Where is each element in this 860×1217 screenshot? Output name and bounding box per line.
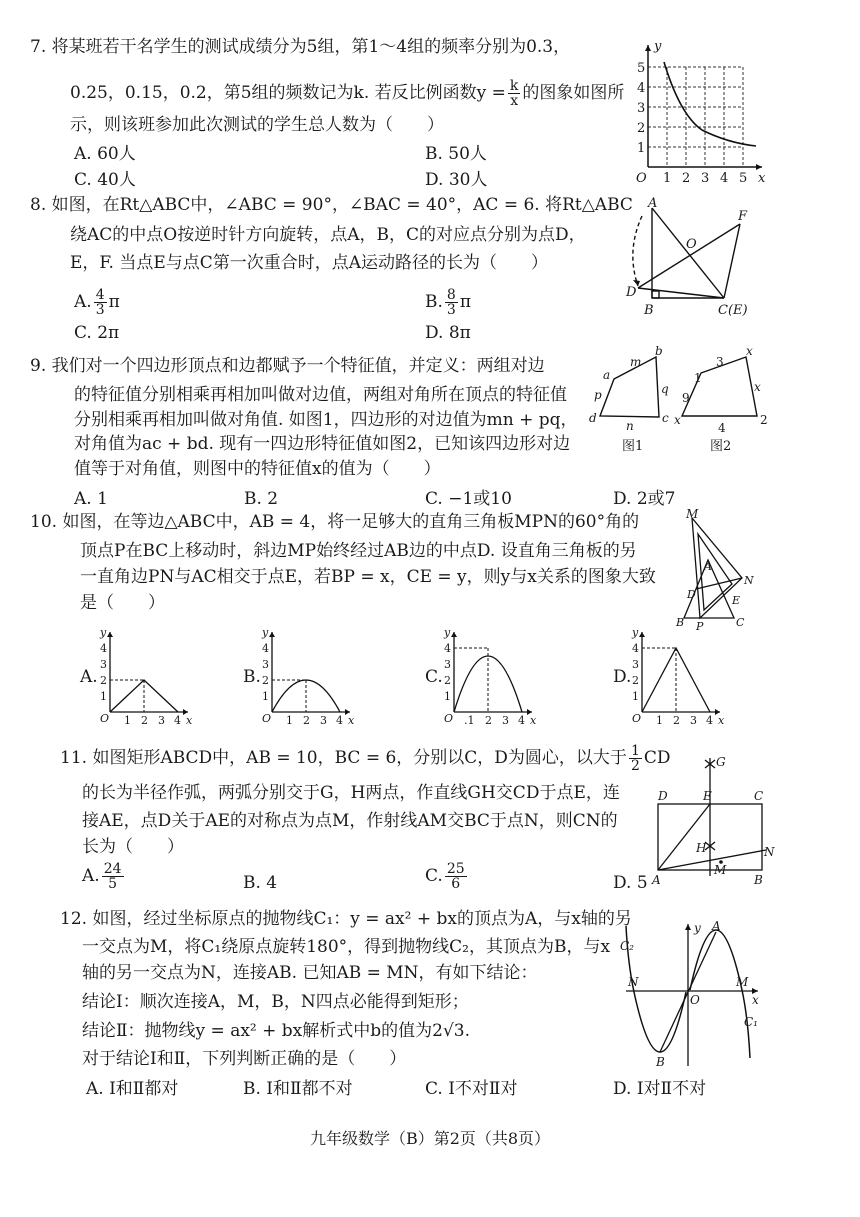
- svg-text:E: E: [732, 594, 741, 607]
- q11-line3: 接AE，点D关于AE的对称点为点M，作射线AM交BC于点N，则CN的: [82, 811, 618, 831]
- svg-text:A: A: [704, 560, 712, 573]
- q9-option-d[interactable]: D. 2或7: [613, 489, 676, 509]
- svg-text:3: 3: [100, 658, 107, 671]
- svg-text:1: 1: [286, 714, 293, 727]
- q8-option-d[interactable]: D. 8π: [425, 323, 471, 343]
- x-label: x: [758, 171, 766, 186]
- svg-text:D: D: [687, 588, 696, 601]
- svg-text:3: 3: [158, 714, 165, 727]
- q12-line3: 轴的另一交点为N，连接AB. 已知AB = MN，有如下结论：: [82, 963, 538, 983]
- q10-line1: 10. 如图，在等边△ABC中，AB = 4，将一足够大的直角三角板MPN的60°角的: [30, 512, 640, 532]
- q10-line3: 一直角边PN与AC相交于点E，若BP = x，CE = y，则y与x关系的图象大致: [80, 567, 656, 587]
- q10-graph-a[interactable]: [96, 624, 196, 727]
- svg-text:1: 1: [100, 690, 107, 703]
- svg-text:2: 2: [444, 674, 451, 687]
- q8-option-a[interactable]: A. $\frac{4}{3}$ π: [74, 287, 120, 318]
- svg-text:4: 4: [262, 642, 269, 655]
- svg-text:4: 4: [444, 642, 451, 655]
- q11-option-d[interactable]: D. 5: [613, 873, 648, 893]
- q11-option-b[interactable]: B. 4: [243, 873, 278, 893]
- svg-text:B: B: [754, 873, 763, 887]
- svg-text:y: y: [444, 626, 451, 639]
- svg-text:C: C: [754, 789, 764, 803]
- q8-line3: E，F. 当点E与点C第一次重合时，点A运动路径的长为（ ）: [70, 253, 549, 273]
- svg-text:2: 2: [262, 674, 269, 687]
- q12-option-d[interactable]: D. Ⅰ对Ⅱ不对: [613, 1079, 707, 1099]
- svg-text:y: y: [694, 921, 701, 935]
- q11-option-a[interactable]: A. $\frac{24}{5}$: [82, 861, 122, 892]
- q8-line2: 绕AC的中点O按逆时针方向旋转，点A，B，C的对应点分别为点D，: [70, 225, 586, 245]
- svg-text:c: c: [662, 411, 669, 425]
- svg-text:1: 1: [656, 714, 663, 727]
- svg-text:N: N: [764, 845, 775, 859]
- q7-fraction: $\frac{k}{x}$: [509, 78, 519, 109]
- q10-line4: 是（ ）: [80, 593, 165, 613]
- svg-text:2: 2: [303, 714, 310, 727]
- q8-option-b[interactable]: B. $\frac{8}{3}$ π: [425, 287, 472, 318]
- svg-text:.1: .1: [464, 714, 475, 727]
- q10-option-b[interactable]: B.: [243, 667, 261, 687]
- svg-text:x: x: [746, 344, 753, 358]
- svg-text:1: 1: [637, 141, 646, 156]
- q7-line1: 7. 将某班若干名学生的测试成绩分为5组，第1～4组的频率分别为0.3，: [30, 37, 571, 57]
- svg-text:2: 2: [760, 413, 768, 427]
- svg-text:M: M: [736, 975, 749, 989]
- svg-text:4: 4: [518, 714, 525, 727]
- svg-text:x: x: [348, 714, 355, 727]
- svg-text:2: 2: [100, 674, 107, 687]
- svg-text:A: A: [652, 873, 661, 887]
- svg-text:图2: 图2: [710, 439, 732, 454]
- svg-text:y: y: [262, 626, 269, 639]
- svg-text:G: G: [716, 755, 726, 769]
- q12-line4: 结论Ⅰ：顺次连接A，M，B，N四点必能得到矩形；: [82, 992, 469, 1012]
- svg-text:N: N: [744, 574, 754, 587]
- q9-quadrilateral-figures: [586, 344, 776, 459]
- svg-text:2: 2: [637, 121, 646, 136]
- svg-text:O: O: [444, 712, 454, 725]
- q10-line2: 顶点P在BC上移动时，斜边MP始终经过AB边的中点D. 设直角三角板的另: [80, 541, 637, 561]
- svg-text:2: 2: [673, 714, 680, 727]
- svg-text:D: D: [658, 789, 668, 803]
- q7-option-a[interactable]: A. 60人: [74, 144, 136, 164]
- parabola-c2: [626, 926, 686, 1052]
- svg-text:4: 4: [174, 714, 181, 727]
- q9-line1: 9. 我们对一个四边形顶点和边都赋予一个特征值，并定义：两组对边: [30, 356, 545, 376]
- svg-text:图1: 图1: [622, 439, 644, 454]
- q11-line1: 11. 如图矩形ABCD中，AB = 10，BC = 6，分别以C，D为圆心，以大于 $\frac{1}{2}$ CD: [60, 743, 671, 774]
- svg-text:x: x: [754, 380, 761, 394]
- svg-text:x: x: [186, 714, 193, 727]
- svg-text:1: 1: [124, 714, 131, 727]
- q8-line1: 8. 如图，在Rt△ABC中，∠ABC = 90°，∠BAC = 40°，AC = 6. 将Rt△ABC: [30, 195, 633, 215]
- svg-text:H: H: [696, 841, 707, 855]
- svg-text:1: 1: [444, 690, 451, 703]
- q7-inverse-graph: [620, 40, 770, 188]
- svg-text:B: B: [656, 1055, 665, 1069]
- q7-option-b[interactable]: B. 50人: [425, 144, 487, 164]
- svg-text:b: b: [655, 344, 663, 358]
- q11-option-c[interactable]: C. $\frac{25}{6}$: [425, 861, 465, 892]
- q9-option-b[interactable]: B. 2: [244, 489, 279, 509]
- svg-text:O: O: [690, 993, 700, 1007]
- svg-text:2: 2: [632, 674, 639, 687]
- svg-text:1: 1: [694, 371, 702, 385]
- svg-text:4: 4: [100, 642, 107, 655]
- q9-option-c[interactable]: C. −1或10: [425, 489, 512, 509]
- svg-text:3: 3: [320, 714, 327, 727]
- svg-text:A: A: [712, 919, 721, 933]
- q9-line3: 分别相乘再相加叫做对角值. 如图1，四边形的对边值为mn + pq，: [74, 410, 578, 430]
- svg-text:B: B: [676, 616, 685, 629]
- svg-text:P: P: [696, 620, 704, 633]
- q10-triangle-figure: [670, 506, 770, 636]
- svg-text:O: O: [262, 712, 272, 725]
- q12-line5: 结论Ⅱ：抛物线y = ax² + bx解析式中b的值为2√3.: [82, 1021, 471, 1041]
- q12-line6: 对于结论Ⅰ和Ⅱ，下列判断正确的是（ ）: [82, 1049, 407, 1069]
- svg-text:3: 3: [690, 714, 697, 727]
- q11-rectangle-figure: [648, 752, 778, 892]
- svg-text:2: 2: [485, 714, 492, 727]
- q10-option-a[interactable]: A.: [80, 667, 98, 687]
- svg-text:A: A: [648, 196, 658, 211]
- svg-text:3: 3: [262, 658, 269, 671]
- svg-text:O: O: [100, 712, 110, 725]
- svg-text:3: 3: [701, 171, 710, 186]
- svg-text:5: 5: [637, 61, 646, 76]
- q9-option-a[interactable]: A. 1: [74, 489, 108, 509]
- svg-text:3: 3: [632, 658, 639, 671]
- svg-text:d: d: [589, 411, 597, 425]
- q12-parabola-figure: [618, 918, 768, 1068]
- svg-text:x: x: [530, 714, 537, 727]
- q7-option-d[interactable]: D. 30人: [425, 170, 488, 190]
- y-label: y: [654, 39, 662, 54]
- page-footer: 九年级数学（B）第2页（共8页）: [309, 1129, 551, 1148]
- svg-text:x: x: [674, 413, 681, 427]
- svg-text:9: 9: [682, 391, 690, 405]
- q7-option-c[interactable]: C. 40人: [74, 170, 136, 190]
- svg-text:y: y: [100, 626, 107, 639]
- q9-line5: 值等于对角值，则图中的特征值x的值为（ ）: [74, 459, 441, 479]
- q11-line4: 长为（ ）: [82, 837, 184, 857]
- q10-graph-b[interactable]: [258, 624, 358, 727]
- q10-graph-c[interactable]: [440, 624, 540, 727]
- svg-text:4: 4: [632, 642, 639, 655]
- q12-line2: 一交点为M，将C₁绕原点旋转180°，得到抛物线C₂，其顶点为B，与x: [82, 937, 611, 957]
- q7-line2: 0.25，0.15，0.2，第5组的频数记为k. 若反比例函数y = $\frac{k}{x}$ 的图象如图所: [70, 78, 625, 109]
- q10-graph-d[interactable]: [628, 624, 728, 727]
- q11-line2: 的长为半径作弧，两弧分别交于G，H两点，作直线GH交CD于点E，连: [82, 783, 620, 803]
- svg-text:4: 4: [720, 171, 729, 186]
- svg-text:C: C: [736, 616, 745, 629]
- svg-text:n: n: [626, 419, 634, 433]
- q8-option-c[interactable]: C. 2π: [74, 323, 120, 343]
- svg-text:3: 3: [502, 714, 509, 727]
- svg-text:5: 5: [739, 171, 748, 186]
- q8-rotation-figure: [618, 196, 768, 326]
- svg-text:y: y: [632, 626, 639, 639]
- svg-text:C₂: C₂: [620, 939, 634, 953]
- svg-text:a: a: [603, 368, 611, 382]
- svg-text:B: B: [644, 303, 654, 318]
- q12-line1: 12. 如图，经过坐标原点的抛物线C₁：y = ax² + bx的顶点为A，与x轴的另: [60, 909, 632, 929]
- svg-text:4: 4: [336, 714, 343, 727]
- q12-option-a[interactable]: A. Ⅰ和Ⅱ都对: [86, 1079, 179, 1099]
- svg-text:M: M: [686, 507, 699, 521]
- svg-text:2: 2: [682, 171, 691, 186]
- q7-line3: 示，则该班参加此次测试的学生总人数为（ ）: [70, 115, 444, 135]
- q9-line4: 对角值为ac + bd. 现有一四边形特征值如图2，已知该四边形对边: [74, 434, 571, 454]
- q12-option-b[interactable]: B. Ⅰ和Ⅱ都不对: [243, 1079, 353, 1099]
- svg-text:4: 4: [718, 421, 726, 435]
- svg-text:1: 1: [663, 171, 672, 186]
- q12-option-c[interactable]: C. Ⅰ不对Ⅱ对: [425, 1079, 518, 1099]
- svg-text:3: 3: [716, 355, 724, 369]
- origin-label: O: [636, 171, 647, 186]
- svg-text:F: F: [738, 209, 748, 224]
- svg-text:3: 3: [444, 658, 451, 671]
- svg-text:1: 1: [262, 690, 269, 703]
- q10-option-d[interactable]: D.: [613, 667, 632, 687]
- svg-text:C₁: C₁: [744, 1015, 758, 1029]
- svg-text:4: 4: [637, 81, 646, 96]
- svg-text:q: q: [661, 382, 669, 396]
- svg-text:O: O: [632, 712, 642, 725]
- hyperbola-curve: [664, 62, 756, 146]
- svg-text:x: x: [718, 714, 725, 727]
- svg-text:p: p: [594, 388, 602, 402]
- svg-text:D: D: [626, 285, 637, 300]
- svg-text:N: N: [628, 975, 639, 989]
- svg-text:x: x: [752, 993, 759, 1007]
- svg-text:C(E): C(E): [718, 303, 748, 318]
- svg-text:2: 2: [141, 714, 148, 727]
- svg-text:O: O: [686, 237, 697, 252]
- svg-text:4: 4: [706, 714, 713, 727]
- svg-text:3: 3: [637, 101, 646, 116]
- svg-text:M: M: [714, 863, 727, 877]
- q10-option-c[interactable]: C.: [425, 667, 443, 687]
- svg-text:m: m: [630, 355, 642, 369]
- svg-text:1: 1: [632, 690, 639, 703]
- q9-line2: 的特征值分别相乘再相加叫做对边值，两组对角所在顶点的特征值: [74, 385, 567, 405]
- svg-text:E: E: [703, 789, 712, 803]
